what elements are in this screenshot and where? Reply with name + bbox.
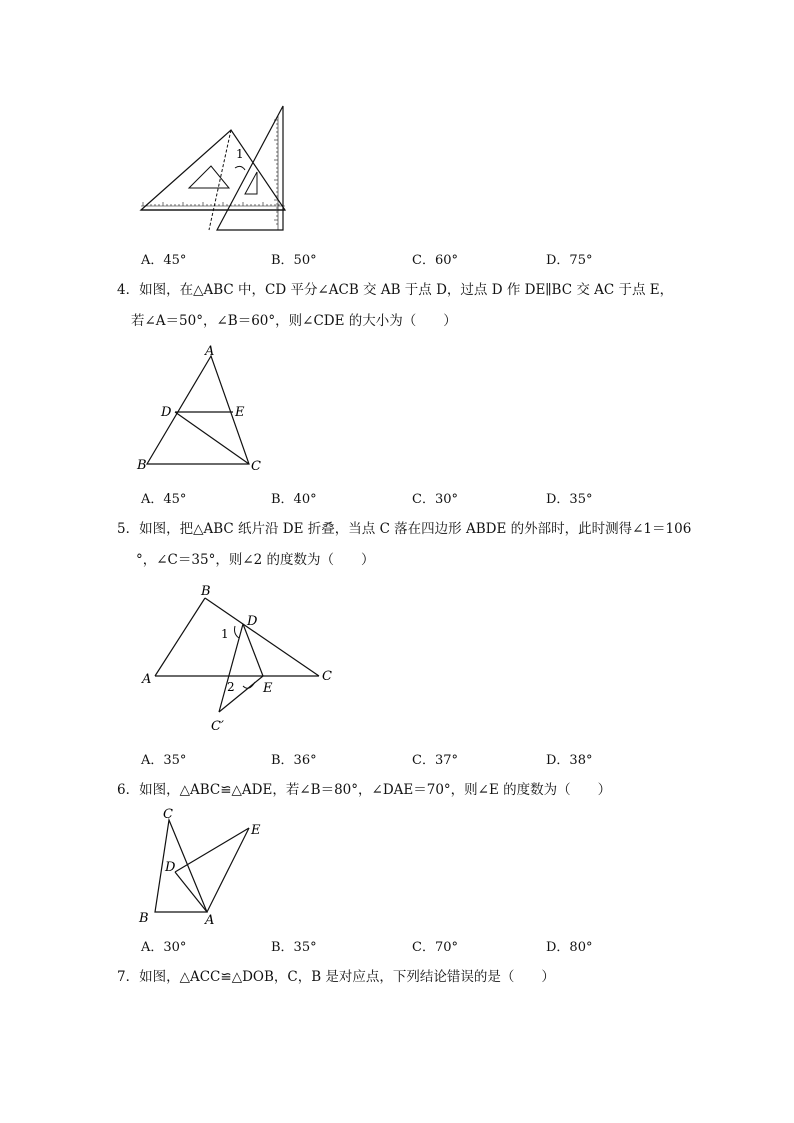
q3-choice-b[interactable]: B．50° <box>271 253 317 268</box>
q5-label-b: B <box>201 584 211 599</box>
q5-label-e: E <box>263 681 273 696</box>
q3-choice-d[interactable]: D．75° <box>546 253 593 268</box>
q4-choices <box>141 488 701 508</box>
q5-label-d: D <box>247 614 258 629</box>
q6-label-c: C <box>163 807 173 822</box>
q5-label-c: C <box>322 669 332 684</box>
q5-choices <box>141 749 701 769</box>
q4-label-a: A <box>205 344 215 359</box>
q6-label-e: E <box>251 823 261 838</box>
q3-base-ruler-ticks <box>143 202 283 206</box>
q4-label-d: D <box>161 405 172 420</box>
q7-question-line-1: 7．如图，△ACC≌△DOB，C，B 是对应点，下列结论错误的是（ ） <box>117 969 555 985</box>
q6-choice-b[interactable]: B．35° <box>271 940 317 955</box>
q5-label-c-prime: C′ <box>211 719 224 734</box>
q3-choice-c[interactable]: C．60° <box>412 253 458 268</box>
q3-side-ruler-ticks <box>274 120 278 224</box>
q3-tall-triangle <box>217 106 283 230</box>
q3-large-triangle-inner <box>189 166 229 188</box>
q6-label-d: D <box>165 860 176 875</box>
q5-choice-c[interactable]: C．37° <box>412 753 458 768</box>
q5-label-a: A <box>142 672 152 687</box>
q6-congruent-figure <box>135 802 275 927</box>
q3-choice-a[interactable]: A．45° <box>141 253 187 268</box>
q6-question-line-1: 6．如图，△ABC≌△ADE，若∠B＝80°，∠DAE＝70°，则∠E 的度数为（ ） <box>117 782 612 798</box>
q4-label-e: E <box>235 405 245 420</box>
q4-label-b: B <box>137 458 147 473</box>
q5-choice-d[interactable]: D．38° <box>546 753 593 768</box>
q3-choices <box>141 249 701 269</box>
q6-choice-a[interactable]: A．30° <box>141 940 187 955</box>
q6-choice-d[interactable]: D．80° <box>546 940 593 955</box>
q5-fold-figure <box>135 580 340 740</box>
q4-question-line-1: 4．如图，在△ABC 中，CD 平分∠ACB 交 AB 于点 D，过点 D 作 DE∥BC 交 AC 于点 E， <box>117 282 674 298</box>
q5-question-line-1: 5．如图，把△ABC 纸片沿 DE 折叠，当点 C 落在四边形 ABDE 的外部时，此时测得∠1＝106 <box>117 521 692 537</box>
q4-triangle-figure <box>135 340 265 475</box>
q3-set-squares-figure <box>135 100 295 240</box>
q6-label-a: A <box>205 913 215 927</box>
q5-label-2: 2 <box>227 680 235 694</box>
q5-question-line-2: °，∠C＝35°，则∠2 的度数为（ ） <box>136 552 375 568</box>
q5-choice-b[interactable]: B．36° <box>271 753 317 768</box>
q6-choices <box>141 936 701 956</box>
q4-question-line-2: 若∠A＝50°，∠B＝60°，则∠CDE 的大小为（ ） <box>131 313 457 329</box>
q6-choice-c[interactable]: C．70° <box>412 940 458 955</box>
q5-choice-a[interactable]: A．35° <box>141 753 187 768</box>
q4-choice-d[interactable]: D．35° <box>546 492 593 507</box>
q3-angle-1-label: 1 <box>236 147 244 161</box>
q4-label-c: C <box>251 459 261 474</box>
q4-choice-b[interactable]: B．40° <box>271 492 317 507</box>
q4-choice-c[interactable]: C．30° <box>412 492 458 507</box>
q5-label-1: 1 <box>221 627 229 641</box>
q6-label-b: B <box>139 911 149 926</box>
q4-choice-a[interactable]: A．45° <box>141 492 187 507</box>
